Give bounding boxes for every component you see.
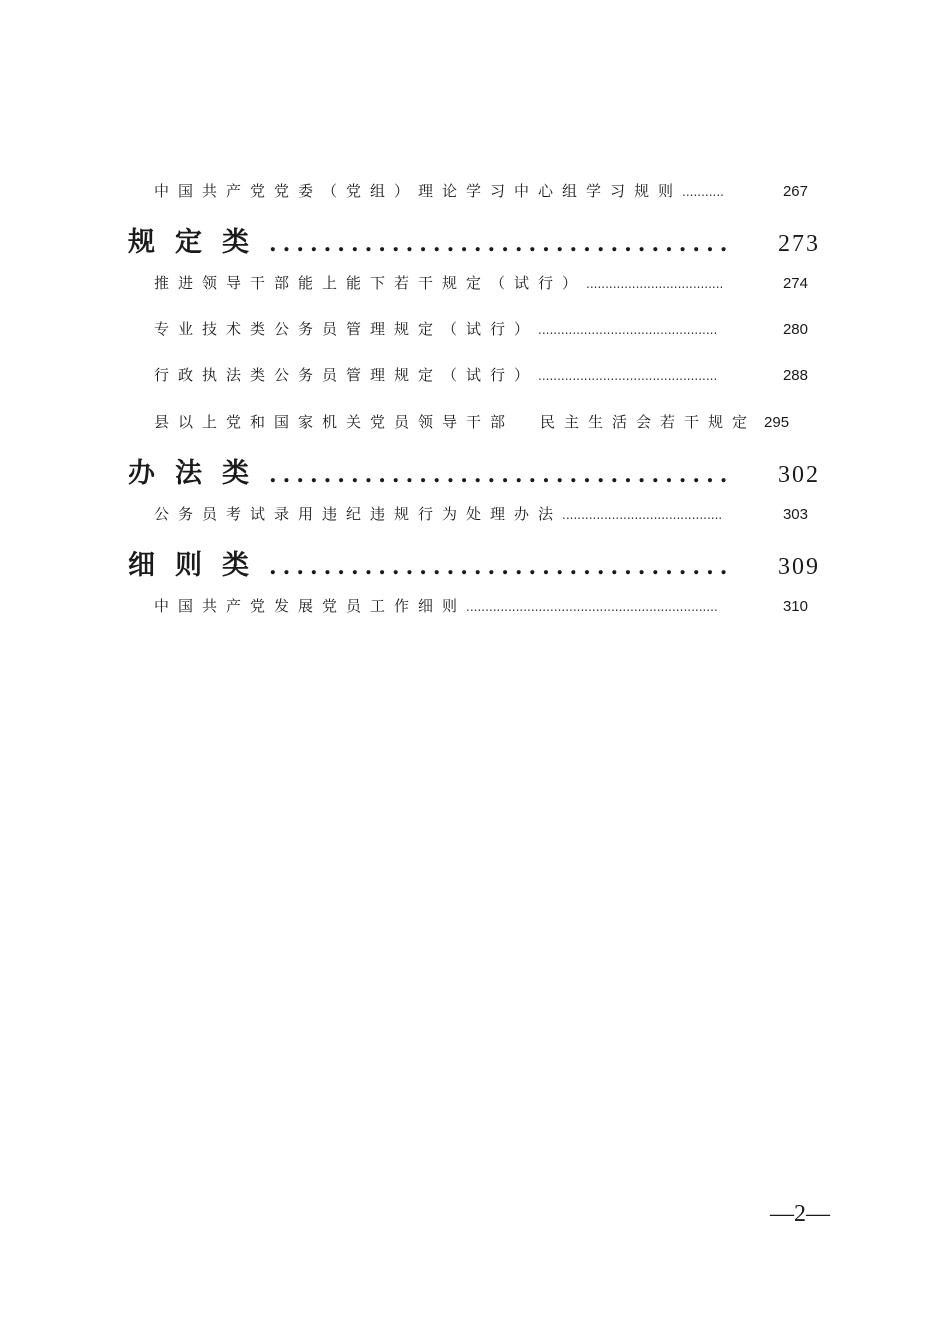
toc-section-title: 细则类	[128, 550, 269, 581]
toc-section-heading[interactable]	[128, 451, 820, 490]
toc-section-heading[interactable]	[128, 220, 820, 259]
toc-entry[interactable]	[154, 503, 808, 524]
toc-entry-page: 310	[782, 598, 808, 615]
toc-section-title: 规定类	[128, 227, 269, 258]
toc-leader-dots: ..........................................	[562, 508, 723, 522]
toc-leader-dots: ..................................	[269, 231, 734, 257]
toc-entry-page: 288	[782, 367, 808, 384]
toc-entry-title: 行政执法类公务员管理规定（试行）	[154, 366, 539, 384]
toc-entry-page: 274	[782, 275, 808, 292]
toc-section-heading[interactable]	[128, 543, 820, 582]
toc-entry-page: 280	[782, 321, 808, 338]
page-number: —2—	[770, 1201, 830, 1227]
toc-section-page: 302	[778, 462, 820, 488]
toc-section-title: 办法类	[128, 458, 269, 489]
toc-entry-title: 专业技术类公务员管理规定（试行）	[154, 320, 539, 338]
toc-entry-title: 县以上党和国家机关党员领导干部	[154, 413, 515, 431]
toc-leader-dots: ..................................................................	[466, 600, 718, 614]
toc-entry[interactable]	[154, 595, 808, 616]
toc-leader-dots: ...........	[682, 185, 724, 199]
toc-leader-dots: ...............................................	[538, 323, 718, 337]
toc-entry-title: 中国共产党党委（党组）理论学习中心组学习规则	[154, 182, 683, 200]
toc-entry-page: 295	[764, 414, 790, 431]
toc-entry-page: 303	[782, 506, 808, 523]
toc-section-page: 273	[778, 231, 820, 257]
toc-entry-title-continued: 民主生活会若干规定	[540, 413, 757, 431]
toc-section-page: 309	[778, 554, 820, 580]
toc-entry[interactable]	[154, 411, 789, 432]
toc-leader-dots: ....................................	[586, 277, 724, 291]
toc-leader-dots: ..................................	[269, 462, 734, 488]
toc-entry-title: 中国共产党发展党员工作细则	[154, 597, 467, 615]
toc-entry[interactable]	[154, 180, 808, 201]
toc-entry[interactable]	[154, 318, 808, 339]
toc-entry-title: 推进领导干部能上能下若干规定（试行）	[154, 274, 587, 292]
toc-leader-dots: ..................................	[269, 554, 734, 580]
toc-entry[interactable]	[154, 364, 808, 385]
toc-entry-title: 公务员考试录用违纪违规行为处理办法	[154, 505, 563, 523]
toc-leader-dots: ...............................................	[538, 369, 718, 383]
toc-entry[interactable]	[154, 272, 808, 293]
toc-entry-page: 267	[782, 183, 808, 200]
